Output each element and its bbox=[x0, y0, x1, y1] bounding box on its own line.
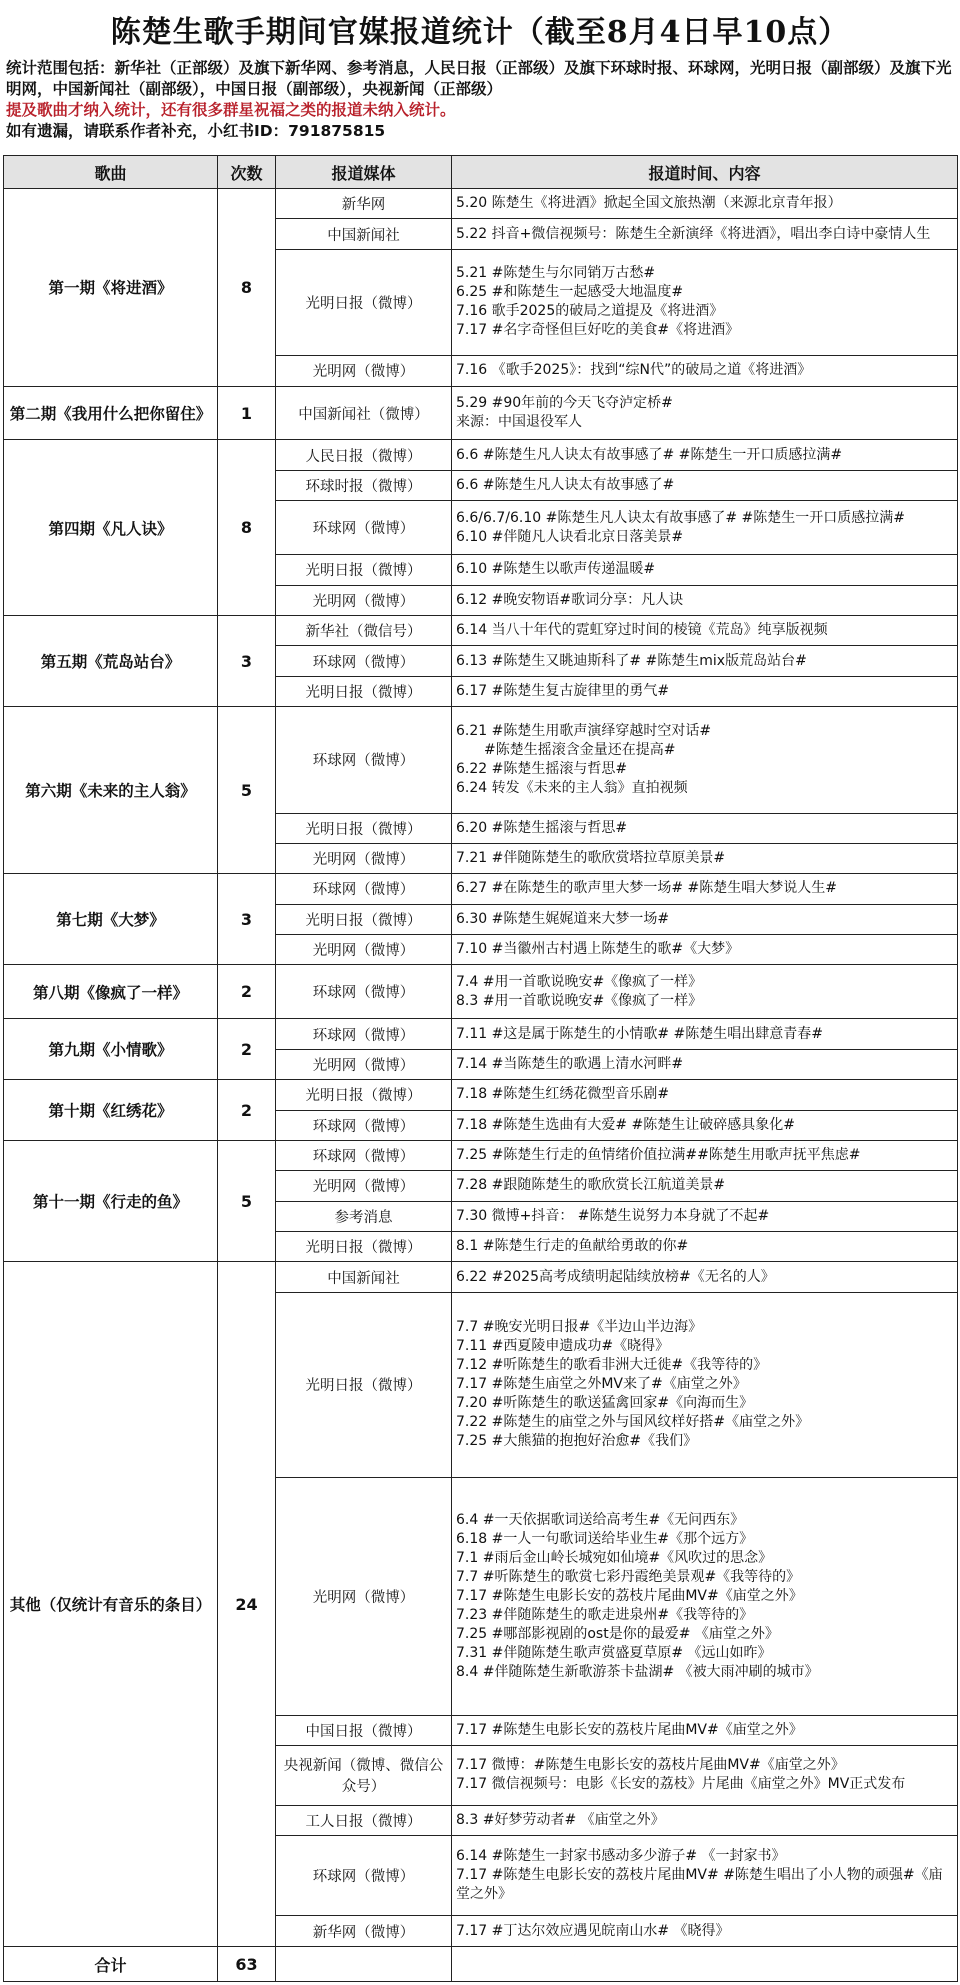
report-content bbox=[452, 843, 958, 873]
report-count: 2 bbox=[218, 965, 276, 1019]
report-count: 5 bbox=[218, 707, 276, 874]
report-content bbox=[452, 935, 958, 965]
report-line: 7.10 #当徽州古村遇上陈楚生的歌#《大梦》 bbox=[456, 941, 740, 958]
report-line: 5.20 陈楚生《将进酒》掀起全国文旅热潮（来源北京青年报） bbox=[456, 195, 842, 212]
report-line: 7.16 歌手2025的破局之道提及《将进酒》 bbox=[456, 303, 724, 320]
report-line: 8.3 #好梦劳动者# 《庙堂之外》 bbox=[456, 1811, 665, 1828]
header-row bbox=[4, 156, 958, 189]
table-row bbox=[4, 386, 958, 440]
report-line: 7.28 #跟随陈楚生的歌欣赏长江航道美景# bbox=[456, 1177, 726, 1194]
table-row bbox=[4, 965, 958, 1019]
contact-note: 如有遗漏，请联系作者补充，小红书ID：791875815 bbox=[6, 122, 386, 140]
song-name: 其他（仅统计有音乐的条目） bbox=[4, 1262, 218, 1947]
report-line: 6.21 #陈楚生用歌声演绎穿越时空对话# bbox=[456, 722, 712, 739]
report-line: 6.10 #伴随凡人诀看北京日落美景# bbox=[456, 528, 684, 545]
media-outlet: 新华社（微信号） bbox=[276, 615, 452, 645]
report-line: 6.24 转发《未来的主人翁》直拍视频 bbox=[456, 779, 688, 796]
report-content bbox=[452, 1292, 958, 1477]
report-line: 7.1 #雨后金山岭长城宛如仙境#《风吹过的思念》 bbox=[456, 1549, 773, 1566]
report-content bbox=[452, 585, 958, 615]
report-line: 5.21 #陈楚生与尔同销万古愁# bbox=[456, 265, 656, 282]
table-row bbox=[4, 440, 958, 470]
media-outlet: 环球网（微博） bbox=[276, 501, 452, 555]
report-line: 7.25 #大熊猫的抱抱好治愈#《我们》 bbox=[456, 1433, 698, 1450]
table-row bbox=[4, 1080, 958, 1110]
report-content bbox=[452, 470, 958, 500]
report-line: 6.25 #和陈楚生一起感受大地温度# bbox=[456, 284, 684, 301]
total-empty-content bbox=[452, 1947, 958, 1982]
report-content bbox=[452, 1232, 958, 1262]
media-outlet: 光明网（微博） bbox=[276, 1049, 452, 1079]
report-line: 6.22 #陈楚生摇滚与哲思# bbox=[456, 760, 628, 777]
report-count: 8 bbox=[218, 189, 276, 387]
notes-block bbox=[6, 58, 956, 142]
report-content bbox=[452, 189, 958, 219]
report-content bbox=[452, 904, 958, 934]
report-line: 8.3 #用一首歌说晚安#《像疯了一样》 bbox=[456, 992, 703, 1009]
media-outlet: 环球网（微博） bbox=[276, 874, 452, 904]
report-count: 2 bbox=[218, 1080, 276, 1141]
page-title: 陈楚生歌手期间官媒报道统计（截至8月4日早10点） bbox=[110, 15, 850, 50]
header-content: 报道时间、内容 bbox=[452, 156, 958, 189]
report-line: #陈楚生摇滚含金量还在提高# bbox=[456, 741, 676, 758]
media-outlet: 光明网（微博） bbox=[276, 935, 452, 965]
media-outlet: 新华网（微博） bbox=[276, 1916, 452, 1947]
report-content bbox=[452, 219, 958, 249]
report-content bbox=[452, 1805, 958, 1835]
table-row bbox=[4, 189, 958, 219]
report-count: 2 bbox=[218, 1019, 276, 1080]
report-content bbox=[452, 874, 958, 904]
media-outlet: 环球网（微博） bbox=[276, 707, 452, 813]
report-count: 3 bbox=[218, 874, 276, 965]
media-outlet: 工人日报（微博） bbox=[276, 1805, 452, 1835]
table-row bbox=[4, 1019, 958, 1049]
report-content bbox=[452, 615, 958, 645]
report-line: 7.7 #晚安光明日报#《半边山半边海》 bbox=[456, 1319, 703, 1336]
media-outlet: 光明网（微博） bbox=[276, 585, 452, 615]
report-content bbox=[452, 1746, 958, 1805]
media-outlet: 光明日报（微博） bbox=[276, 1292, 452, 1477]
media-outlet: 中国新闻社 bbox=[276, 219, 452, 249]
media-outlet: 光明网（微博） bbox=[276, 1478, 452, 1716]
report-content bbox=[452, 1140, 958, 1170]
media-outlet: 光明日报（微博） bbox=[276, 555, 452, 585]
media-outlet: 光明网（微博） bbox=[276, 1171, 452, 1201]
report-line: 7.31 #伴随陈楚生歌声赏盛夏草原# 《远山如昨》 bbox=[456, 1644, 772, 1661]
media-outlet: 新华网 bbox=[276, 189, 452, 219]
report-line: 7.17 #陈楚生庙堂之外MV来了#《庙堂之外》 bbox=[456, 1376, 747, 1393]
report-content bbox=[452, 1262, 958, 1292]
media-outlet: 环球网（微博） bbox=[276, 965, 452, 1019]
media-outlet: 光明日报（微博） bbox=[276, 676, 452, 706]
media-outlet: 光明日报（微博） bbox=[276, 904, 452, 934]
media-outlet: 光明日报（微博） bbox=[276, 1232, 452, 1262]
media-outlet: 人民日报（微博） bbox=[276, 440, 452, 470]
total-row bbox=[4, 1947, 958, 1982]
report-line: 6.22 #2025高考成绩明起陆续放榜#《无名的人》 bbox=[456, 1268, 775, 1285]
media-outlet: 环球网（微博） bbox=[276, 1110, 452, 1140]
report-count: 24 bbox=[218, 1262, 276, 1947]
report-content bbox=[452, 646, 958, 676]
report-content bbox=[452, 555, 958, 585]
stats-table bbox=[3, 155, 958, 1982]
report-line: 7.16 《歌手2025》：找到“综N代”的破局之道《将进酒》 bbox=[456, 362, 812, 379]
report-line: 6.27 #在陈楚生的歌声里大梦一场# #陈楚生唱大梦说人生# bbox=[456, 880, 837, 897]
report-line: 5.29 #90年前的今天飞夺泸定桥# bbox=[456, 395, 673, 412]
media-outlet: 环球网（微博） bbox=[276, 1140, 452, 1170]
report-line: 7.17 #陈楚生电影长安的荔枝片尾曲MV#《庙堂之外》 bbox=[456, 1721, 803, 1738]
media-outlet: 央视新闻（微博、微信公众号） bbox=[276, 1746, 452, 1805]
media-outlet: 中国新闻社 bbox=[276, 1262, 452, 1292]
report-line: 6.30 #陈楚生娓娓道来大梦一场# bbox=[456, 910, 670, 927]
report-count: 8 bbox=[218, 440, 276, 615]
header-song: 歌曲 bbox=[4, 156, 218, 189]
report-line: 6.6/6.7/6.10 #陈楚生凡人诀太有故事感了# #陈楚生一开口质感拉满# bbox=[456, 509, 905, 526]
report-content bbox=[452, 1835, 958, 1915]
report-content bbox=[452, 1049, 958, 1079]
song-name: 第十期《红绣花》 bbox=[4, 1080, 218, 1141]
report-line: 7.7 #听陈楚生的歌赏七彩丹霞绝美景观#《我等待的》 bbox=[456, 1568, 801, 1585]
report-line: 7.18 #陈楚生选曲有大爱# #陈楚生让破碎感具象化# bbox=[456, 1116, 795, 1133]
song-name: 第四期《凡人诀》 bbox=[4, 440, 218, 615]
report-content bbox=[452, 1201, 958, 1231]
report-content bbox=[452, 501, 958, 555]
report-content bbox=[452, 1916, 958, 1947]
total-empty-media bbox=[276, 1947, 452, 1982]
report-line: 7.11 #西夏陵申遗成功#《晓得》 bbox=[456, 1338, 670, 1355]
report-line: 来源：中国退役军人 bbox=[456, 414, 582, 431]
media-outlet: 光明网（微博） bbox=[276, 843, 452, 873]
report-content bbox=[452, 249, 958, 355]
header-media: 报道媒体 bbox=[276, 156, 452, 189]
report-line: 6.18 #一人一句歌词送给毕业生#《那个远方》 bbox=[456, 1530, 754, 1547]
report-count: 5 bbox=[218, 1140, 276, 1262]
report-line: 7.17 微博：#陈楚生电影长安的荔枝片尾曲MV#《庙堂之外》 bbox=[456, 1757, 845, 1774]
report-line: 7.22 #陈楚生的庙堂之外与国风纹样好搭#《庙堂之外》 bbox=[456, 1414, 810, 1431]
report-line: 7.17 #丁达尔效应遇见皖南山水# 《晓得》 bbox=[456, 1922, 730, 1939]
report-line: 7.11 #这是属于陈楚生的小情歌# #陈楚生唱出肆意青春# bbox=[456, 1025, 823, 1042]
report-content bbox=[452, 1715, 958, 1745]
media-outlet: 光明日报（微博） bbox=[276, 1080, 452, 1110]
total-count: 63 bbox=[218, 1947, 276, 1982]
report-line: 7.18 #陈楚生红绣花微型音乐剧# bbox=[456, 1086, 670, 1103]
media-outlet: 环球网（微博） bbox=[276, 1835, 452, 1915]
report-line: 6.14 当八十年代的霓虹穿过时间的棱镜《荒岛》纯享版视频 bbox=[456, 622, 828, 639]
report-line: 7.14 #当陈楚生的歌遇上清水河畔# bbox=[456, 1055, 684, 1072]
warning-note: 提及歌曲才纳入统计，还有很多群星祝福之类的报道未纳入统计。 bbox=[6, 101, 456, 119]
report-content bbox=[452, 1080, 958, 1110]
report-line: 7.17 #名字奇怪但巨好吃的美食#《将进酒》 bbox=[456, 322, 740, 339]
table-row bbox=[4, 615, 958, 645]
report-line: 6.12 #晚安物语#歌词分享：凡人诀 bbox=[456, 591, 684, 608]
table-row bbox=[4, 707, 958, 813]
total-label: 合计 bbox=[4, 1947, 218, 1982]
report-content bbox=[452, 1110, 958, 1140]
report-line: 6.20 #陈楚生摇滚与哲思# bbox=[456, 819, 628, 836]
report-line: 7.23 #伴随陈楚生的歌走进泉州#《我等待的》 bbox=[456, 1606, 754, 1623]
report-line: 6.17 #陈楚生复古旋律里的勇气# bbox=[456, 682, 670, 699]
report-line: 7.25 #陈楚生行走的鱼情绪价值拉满##陈楚生用歌声抚平焦虑# bbox=[456, 1147, 861, 1164]
scope-note: 统计范围包括：新华社（正部级）及旗下新华网、参考消息，人民日报（正部级）及旗下环球时报、环球网，光明日报（副部级）及旗下光明网，中国新闻社（副部级），中国日报（副部级），央视新闻（正部级） bbox=[6, 59, 952, 98]
report-content bbox=[452, 676, 958, 706]
media-outlet: 光明日报（微博） bbox=[276, 249, 452, 355]
report-line: 6.10 #陈楚生以歌声传递温暖# bbox=[456, 561, 656, 578]
song-name: 第九期《小情歌》 bbox=[4, 1019, 218, 1080]
report-line: 7.21 #伴随陈楚生的歌欣赏塔拉草原美景# bbox=[456, 850, 726, 867]
table-row bbox=[4, 1262, 958, 1292]
media-outlet: 中国新闻社（微博） bbox=[276, 386, 452, 440]
report-count: 3 bbox=[218, 615, 276, 706]
report-line: 7.17 微信视频号：电影《长安的荔枝》片尾曲《庙堂之外》MV正式发布 bbox=[456, 1776, 906, 1793]
report-line: 7.12 #听陈楚生的歌看非洲大迁徙#《我等待的》 bbox=[456, 1357, 768, 1374]
report-line: 7.17 #陈楚生电影长安的荔枝片尾曲MV#《庙堂之外》 bbox=[456, 1587, 803, 1604]
media-outlet: 环球时报（微博） bbox=[276, 470, 452, 500]
report-line: 5.22 抖音+微信视频号：陈楚生全新演绎《将进酒》，唱出李白诗中豪情人生 bbox=[456, 225, 931, 242]
table-row bbox=[4, 1140, 958, 1170]
report-line: 6.6 #陈楚生凡人诀太有故事感了# bbox=[456, 477, 675, 494]
report-content bbox=[452, 965, 958, 1019]
media-outlet: 环球网（微博） bbox=[276, 1019, 452, 1049]
media-outlet: 中国日报（微博） bbox=[276, 1715, 452, 1745]
report-line: 7.30 微博+抖音： #陈楚生说努力本身就了不起# bbox=[456, 1207, 770, 1224]
report-count: 1 bbox=[218, 386, 276, 440]
report-line: 7.4 #用一首歌说晚安#《像疯了一样》 bbox=[456, 973, 703, 990]
media-outlet: 参考消息 bbox=[276, 1201, 452, 1231]
report-content bbox=[452, 1019, 958, 1049]
report-line: 8.4 #伴随陈楚生新歌游茶卡盐湖# 《被大雨冲刷的城市》 bbox=[456, 1663, 819, 1680]
media-outlet: 光明日报（微博） bbox=[276, 813, 452, 843]
report-line: 7.17 #陈楚生电影长安的荔枝片尾曲MV# #陈楚生唱出了小人物的顽强#《庙堂之外》 bbox=[456, 1867, 943, 1903]
song-name: 第五期《荒岛站台》 bbox=[4, 615, 218, 706]
report-line: 8.1 #陈楚生行走的鱼献给勇敢的你# bbox=[456, 1238, 689, 1255]
song-name: 第二期《我用什么把你留住》 bbox=[4, 386, 218, 440]
report-content bbox=[452, 813, 958, 843]
song-name: 第七期《大梦》 bbox=[4, 874, 218, 965]
table-body bbox=[4, 189, 958, 1947]
header-count: 次数 bbox=[218, 156, 276, 189]
media-outlet: 光明网（微博） bbox=[276, 356, 452, 386]
report-content bbox=[452, 1478, 958, 1716]
report-content bbox=[452, 707, 958, 813]
media-outlet: 环球网（微博） bbox=[276, 646, 452, 676]
report-content bbox=[452, 440, 958, 470]
song-name: 第八期《像疯了一样》 bbox=[4, 965, 218, 1019]
report-line: 6.6 #陈楚生凡人诀太有故事感了# #陈楚生一开口质感拉满# bbox=[456, 446, 843, 463]
song-name: 第六期《未来的主人翁》 bbox=[4, 707, 218, 874]
report-content bbox=[452, 386, 958, 440]
report-line: 7.20 #听陈楚生的歌送猛禽回家#《向海而生》 bbox=[456, 1395, 754, 1412]
song-name: 第十一期《行走的鱼》 bbox=[4, 1140, 218, 1262]
song-name: 第一期《将进酒》 bbox=[4, 189, 218, 387]
report-content bbox=[452, 1171, 958, 1201]
report-line: 6.4 #一天依据歌词送给高考生#《无问西东》 bbox=[456, 1511, 745, 1528]
report-line: 6.14 #陈楚生一封家书感动多少游子# 《一封家书》 bbox=[456, 1848, 786, 1865]
table-row bbox=[4, 874, 958, 904]
report-line: 7.25 #哪部影视剧的ost是你的最爱# 《庙堂之外》 bbox=[456, 1625, 779, 1642]
report-line: 6.13 #陈楚生又眺迪斯科了# #陈楚生mix版荒岛站台# bbox=[456, 652, 807, 669]
report-content bbox=[452, 356, 958, 386]
